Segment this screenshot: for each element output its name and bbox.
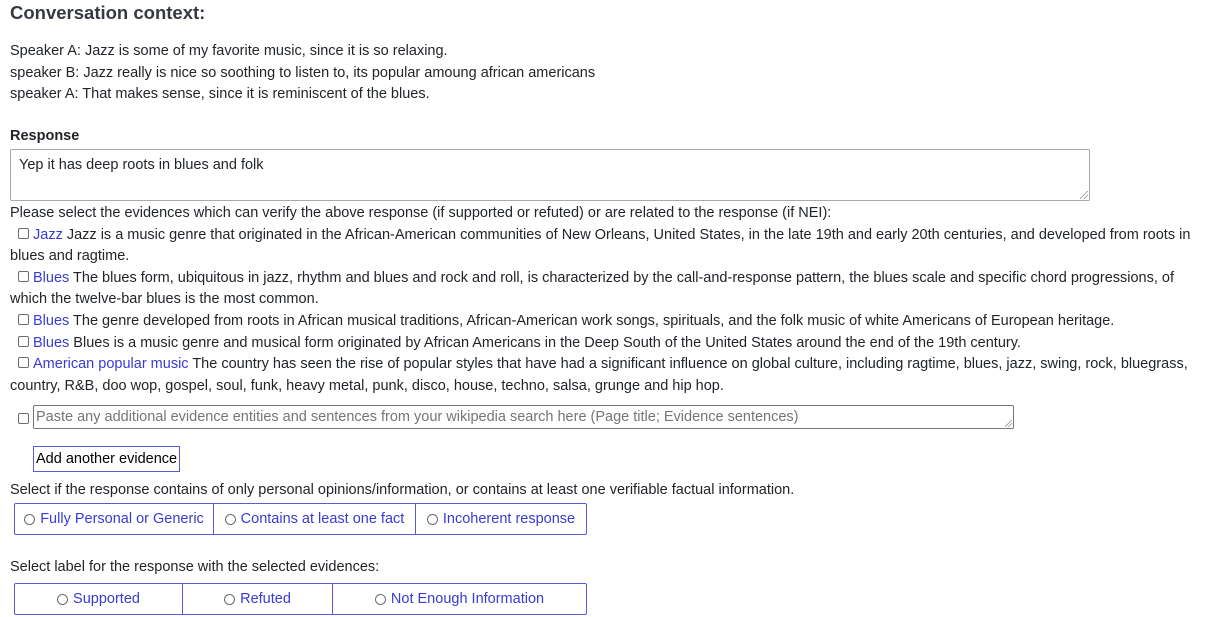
evidence-checkbox[interactable] <box>18 314 29 325</box>
page-title: Conversation context: <box>10 2 206 23</box>
option-not-enough-info[interactable] <box>332 584 586 614</box>
evidence-title-link[interactable]: Blues <box>33 312 70 329</box>
option-contains-fact[interactable] <box>213 504 415 534</box>
evidence-checkbox[interactable] <box>18 336 29 347</box>
evidence-checkbox[interactable] <box>18 357 29 368</box>
additional-evidence-input[interactable] <box>33 405 1014 429</box>
label-question-prompt: Select label for the response with the selected evidences: <box>10 559 380 575</box>
radio-icon[interactable] <box>224 594 235 605</box>
evidence-checkbox[interactable] <box>18 271 29 282</box>
evidence-item <box>10 333 1215 355</box>
resize-grip-icon[interactable] <box>1080 191 1088 199</box>
additional-evidence-checkbox[interactable] <box>18 413 29 424</box>
radio-icon[interactable] <box>225 514 236 525</box>
context-line: speaker A: That makes sense, since it is reminiscent of the blues. <box>10 86 430 103</box>
option-supported[interactable] <box>15 584 182 614</box>
option-incoherent[interactable] <box>415 504 586 534</box>
evidence-sentence: Jazz is a music genre that originated in the African-American communities of New Orleans, United States, in the late 19th and early 20th centuries, and developed from roots in blues and ragtime. <box>10 226 1191 265</box>
evidence-checkbox[interactable] <box>18 228 29 239</box>
evidence-section <box>10 203 1215 397</box>
radio-icon[interactable] <box>427 514 438 525</box>
radio-icon[interactable] <box>375 594 386 605</box>
conversation-context <box>10 41 595 106</box>
label-option-group <box>14 583 587 615</box>
option-refuted[interactable] <box>182 584 332 614</box>
context-line: speaker B: Jazz really is nice so soothing to listen to, its popular amoung african americans <box>10 64 596 81</box>
evidence-sentence: The country has seen the rise of popular styles that have had a significant influence on global culture, including ragtime, blues, jazz, swing, rock, bluegrass, country, R&B, doo wop, gospel, soul, funk, heavy metal, punk, disco, house, techno, salsa, grunge and hip hop. <box>10 356 1188 394</box>
option-label: Supported <box>73 591 140 607</box>
evidence-item <box>10 354 1215 397</box>
evidence-title-link[interactable]: Blues <box>33 334 70 351</box>
add-evidence-button[interactable]: Add another evidence <box>33 446 180 472</box>
option-label: Refuted <box>240 591 291 607</box>
evidence-item <box>10 225 1215 268</box>
evidence-sentence: The blues form, ubiquitous in jazz, rhythm and blues and rock and roll, is characterized by the call-and-response pattern, the blues scale and specific chord progressions, of which the twelve-bar blues is the most common. <box>10 269 1175 308</box>
radio-icon[interactable] <box>24 514 35 525</box>
evidence-title-link[interactable]: Blues <box>33 269 70 286</box>
personal-option-group <box>14 503 587 535</box>
evidence-instruction: Please select the evidences which can verify the above response (if supported or refuted) or are related to the response (if NEI): <box>10 205 832 221</box>
additional-evidence-row <box>10 405 1020 431</box>
radio-icon[interactable] <box>57 594 68 605</box>
response-text: Yep it has deep roots in blues and folk <box>19 157 264 173</box>
evidence-item <box>10 311 1215 333</box>
evidence-title-link[interactable]: American popular music <box>33 356 189 373</box>
evidence-sentence: Blues is a music genre and musical form originated by African Americans in the Deep South of the United States around the end of the 19th century. <box>69 334 1021 351</box>
personal-question-prompt: Select if the response contains of only personal opinions/information, or contains at least one verifiable factual information. <box>10 482 795 498</box>
evidence-title-link[interactable]: Jazz <box>33 226 63 243</box>
resize-grip-icon[interactable] <box>1005 420 1012 427</box>
evidence-sentence: The genre developed from roots in African musical traditions, African-American work songs, spirituals, and the folk music of white Americans of European heritage. <box>69 312 1115 329</box>
option-label: Not Enough Information <box>390 591 545 607</box>
additional-evidence-placeholder: Paste any additional evidence entities and sentences from your wikipedia search here (Page title; Evidence sentences) <box>36 409 799 425</box>
option-label: Fully Personal or Generic <box>40 511 204 527</box>
response-textarea[interactable] <box>10 149 1090 201</box>
evidence-item <box>10 268 1215 311</box>
response-label: Response <box>10 128 80 144</box>
context-line: Speaker A: Jazz is some of my favorite music, since it is so relaxing. <box>10 43 448 59</box>
option-label: Contains at least one fact <box>240 511 405 527</box>
option-fully-personal[interactable] <box>15 504 213 534</box>
option-label: Incoherent response <box>442 511 576 527</box>
